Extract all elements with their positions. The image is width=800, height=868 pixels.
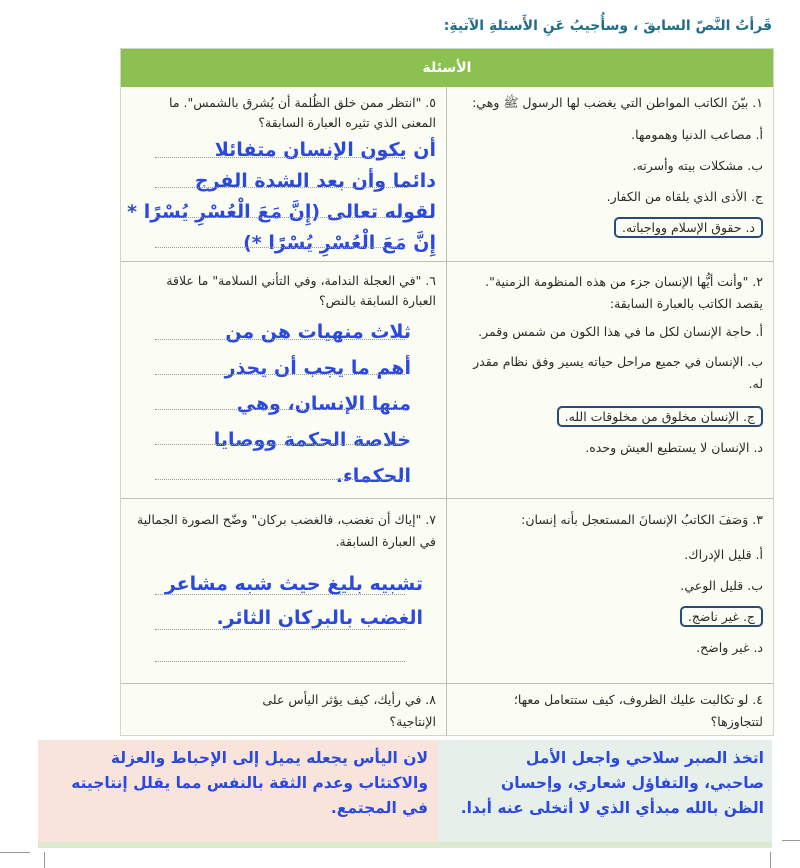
row-divider xyxy=(121,683,773,684)
instruction-text: قَرأتُ النَّصّ السابقَ ، وسأُجيبُ عَنِ الأَسئلةِ الآتيةِ: xyxy=(443,18,772,34)
question-3 xyxy=(458,509,763,665)
question-1 xyxy=(458,93,763,245)
question-2-option-c[interactable]: ج. الإنسان مخلوق من مخلوقات الله. xyxy=(458,403,763,434)
question-7 xyxy=(131,509,436,553)
writing-line xyxy=(155,409,405,410)
question-4-text: ٤. لو تكالبت عليك الظروف، كيف ستتعامل معها؛ لتتجاوزها؟ xyxy=(513,692,763,729)
question-2-option-b[interactable]: ب. الإنسان في جميع مراحل حياته يسير وفق نظام مقدر له. xyxy=(473,354,763,391)
writing-line xyxy=(155,629,405,630)
question-1-text: ١. بيّنَ الكاتب المواطن التي يغضب لها الرسول ﷺ وهي: xyxy=(472,95,763,110)
answer-4-text: اتخذ الصبر سلاحي واجعل الأمل صاحبي، والتفاؤل شعاري، وإحسان الظن بالله مبدأي الذي لا أتخلى عنه أبدا. xyxy=(460,749,764,817)
question-1-option-a[interactable]: أ. مصاعب الدنيا وهمومها. xyxy=(631,127,763,142)
writing-line xyxy=(155,444,405,445)
question-1-option-c[interactable]: ج. الأذى الذي يلقاه من الكفار. xyxy=(606,189,763,204)
question-8-text: ٨. في رأيك، كيف يؤثر اليأس على الإنتاجية؟ xyxy=(262,692,436,729)
question-6-text: ٦. "في العجلة الندامة، وفي التأني السلامة" ما علاقة العبارة السابقة بالنص؟ xyxy=(166,273,436,308)
answer-4-box xyxy=(438,740,772,842)
question-8 xyxy=(226,689,436,733)
question-3-option-c[interactable]: ج. غير ناضج. xyxy=(458,603,763,634)
question-6-answer: ثلاث منهيات هن من أهم ما يجب أن يحذر منها الإنسان، وهي خلاصة الحكمة ووصايا الحكماء. xyxy=(213,321,411,487)
writing-line xyxy=(155,339,405,340)
writing-line xyxy=(155,217,405,218)
question-5-answer: أن يكون الإنسان متفائلا دائما وأن بعد الشدة الفرج لقوله تعالى (إِنَّ مَعَ الْعُسْرِ يُسْرًا * إِنَّ مَعَ الْعُسْرِ يُسْرًا *) xyxy=(127,139,436,254)
questions-table xyxy=(120,48,774,736)
crop-mark xyxy=(44,852,45,868)
question-2-option-a[interactable]: أ. حاجة الإنسان لكل ما في هذا الكون من شمس وقمر. xyxy=(478,324,763,339)
writing-line xyxy=(155,247,405,248)
answer-8-text: لان اليأس يجعله يميل إلى الإحباط والعزلة والاكتئاب وعدم الثقة بالنفس مما يقلل إنتاجيته في المجتمع. xyxy=(71,749,428,817)
crop-mark xyxy=(0,852,30,853)
question-3-option-d[interactable]: د. غير واضح. xyxy=(696,640,763,655)
column-divider xyxy=(446,87,447,735)
question-5-text: ٥. "انتظر ممن خلق الظُلمة أن يُشرق بالشمس". ما المعنى الذي تثيره العبارة السابقة؟ xyxy=(169,95,436,130)
question-6 xyxy=(131,271,436,311)
writing-line xyxy=(155,479,405,480)
question-3-option-b[interactable]: ب. قليل الوعي. xyxy=(680,578,763,593)
question-7-text: ٧. "إياك أن تغضب، فالغضب بركان" وضّح الصورة الجمالية في العبارة السابقة. xyxy=(137,512,436,549)
writing-line xyxy=(155,374,405,375)
bottom-band xyxy=(38,842,772,848)
crop-mark xyxy=(770,852,771,868)
table-header: الأسئلة xyxy=(121,49,773,87)
writing-line xyxy=(155,594,405,595)
question-7-answer: تشبيه بليغ حيث شبه مشاعر الغضب بالبركان الثائر. xyxy=(164,573,423,629)
question-2-text: ٢. "وأنت أيُّها الإنسان جزء من هذه المنظومة الزمنية". يقصد الكاتب بالعبارة السابقة: xyxy=(485,274,763,311)
writing-line xyxy=(155,661,405,662)
question-3-option-a[interactable]: أ. قليل الإدراك. xyxy=(684,547,763,562)
writing-line xyxy=(155,157,405,158)
writing-line xyxy=(155,187,405,188)
question-4 xyxy=(503,689,763,733)
question-3-text: ٣. وَصَفَ الكاتبُ الإنسانَ المستعجل بأنه إنسان: xyxy=(521,512,763,527)
crop-mark xyxy=(782,840,800,841)
row-divider xyxy=(121,498,773,499)
question-2 xyxy=(458,271,763,465)
question-1-option-d[interactable]: د. حقوق الإسلام وواجباته. xyxy=(458,214,763,245)
question-5 xyxy=(131,93,436,133)
row-divider xyxy=(121,261,773,262)
question-2-option-d[interactable]: د. الإنسان لا يستطيع العيش وحده. xyxy=(585,440,763,455)
question-1-option-b[interactable]: ب. مشكلات بيته وأسرته. xyxy=(632,158,763,173)
answer-8-box xyxy=(38,740,438,842)
